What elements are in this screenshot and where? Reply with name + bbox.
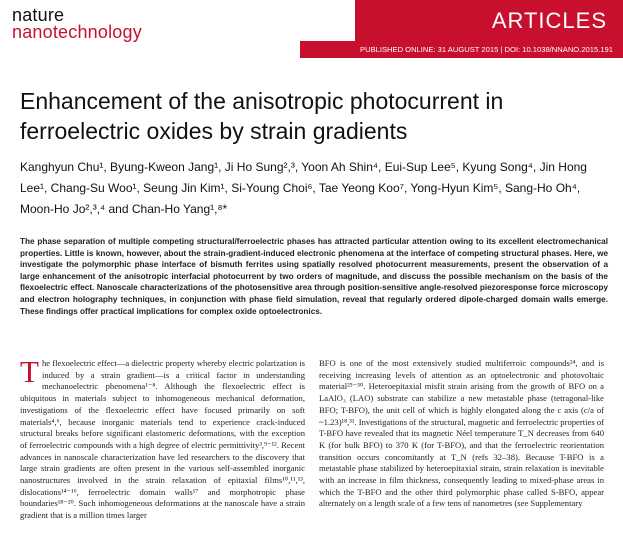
journal-name-line1: nature <box>12 5 65 25</box>
journal-header <box>0 0 623 62</box>
article-title: Enhancement of the anisotropic photocurrent in ferroelectric oxides by strain gradients <box>20 88 504 144</box>
publication-info: PUBLISHED ONLINE: 31 AUGUST 2015 | DOI: 10.1038/NNANO.2015.191 <box>300 41 623 58</box>
abstract: The phase separation of multiple competing structural/ferroelectric phases has attracted particular attention owing to its excellent electromechanical properties. Little is known, however, about the strain-gradient-induced electronic phenomena at the interface of competing structural phases. Here, we investigate the polymorphic phase interface of bismuth ferrites using spatially resolved photocurrent measurements, present the observation of a large enhancement of the anisotropic interfacial photocurrent by two orders of magnitude, and discuss the possible mechanism on the basis of the flexoelectric effect. Nanoscale characterizations of the photosensitive area through position-sensitive angle-resolved piezoresponse force microscopy and electron holography techniques, in conjunction with phase field simulation, reveal that regularly ordered dipole-charged domain walls emerge. These findings offer practical implications for complex oxide optoelectronics. <box>20 237 608 316</box>
section-label: ARTICLES <box>355 0 623 41</box>
journal-logo <box>12 7 142 41</box>
body-column-right <box>319 358 604 510</box>
body-text-left: he flexoelectric effect—a dielectric property whereby electric polarization is induced by a strain gradient—is a critical factor in understanding mechanoelectric phenomena¹⁻⁸. Although the flexoelectric effect is ubiquitous in materials subject to inhomogeneous mechanical deformation, investigations of the flexoelectric effect have focused primarily on soft materials⁴,⁶, because inorganic materials tend to experience crack-induced structural breaks before significant elastomeric deformations, with the exception of ferroelectric compounds with a high degree of electric permittivity³,⁹⁻¹². Recent advances in nanoscale characterization have led researchers to the discovery that large strain gradients are often present in the various self-assembled inorganic nanostructures involved in the strain relaxation of epitaxial films¹⁰,¹¹,¹³, dislocations¹⁴⁻¹⁶, ferroelectric domain walls¹⁷ and morphotropic phase boundaries¹⁸⁻²⁰. Such inhomogeneous deformations at the nanoscale have a strain gradient that is a million times larger <box>20 358 305 521</box>
author-list: Kanghyun Chu¹, Byung-Kweon Jang¹, Ji Ho Sung²,³, Yoon Ah Shin⁴, Eui-Sup Lee⁵, Kyung Song⁴, Jin Hong Lee¹, Chang-Su Woo¹, Seung Jin Kim¹, Si-Young Choi⁶, Tae Yeong Koo⁷, Yong-Hyun Kim⁵, Sang-Ho Oh⁴, Moon-Ho Jo²,³,⁴ and Chan-Ho Yang¹,⁸* <box>20 160 587 216</box>
journal-name-line2: nanotechnology <box>12 22 142 42</box>
body-text-right: BFO is one of the most extensively studied multiferroic compounds²⁴, and is receiving increasing levels of attention as an optoelectronic and photovoltaic material²⁵⁻³⁰. Heteroepitaxial misfit strain arising from the growth of BFO on a LaAlO₃ (LAO) substrate can stabilize a new metastable phase (tetragonal-like BFO; T-BFO), the unit cell of which is highly elongated along the c axis (c/a of ~1.23)¹⁸,³¹. Investigations of the structural, magnetic and ferroelectric properties of T-BFO have revealed that its magnetic Néel temperature T_N decreases from 640 K (for bulk BFO) to 370 K (for T-BFO), and that the ferroelectric reorientation transition occurs concomitantly at T_N (refs 32–38). Because T-BFO is a metastable phase stabilized by heteroepitaxial strain, strain relaxation is inevitable with an increase in film thickness, consequently leading to mixed-phase areas in which the T-BFO and the other third polymorphic phase called S-BFO, appear alternately on a length scale of a few tens of nanometres (see Supplementary <box>319 358 604 509</box>
body-column-left <box>20 354 305 522</box>
drop-cap: T <box>20 354 39 389</box>
